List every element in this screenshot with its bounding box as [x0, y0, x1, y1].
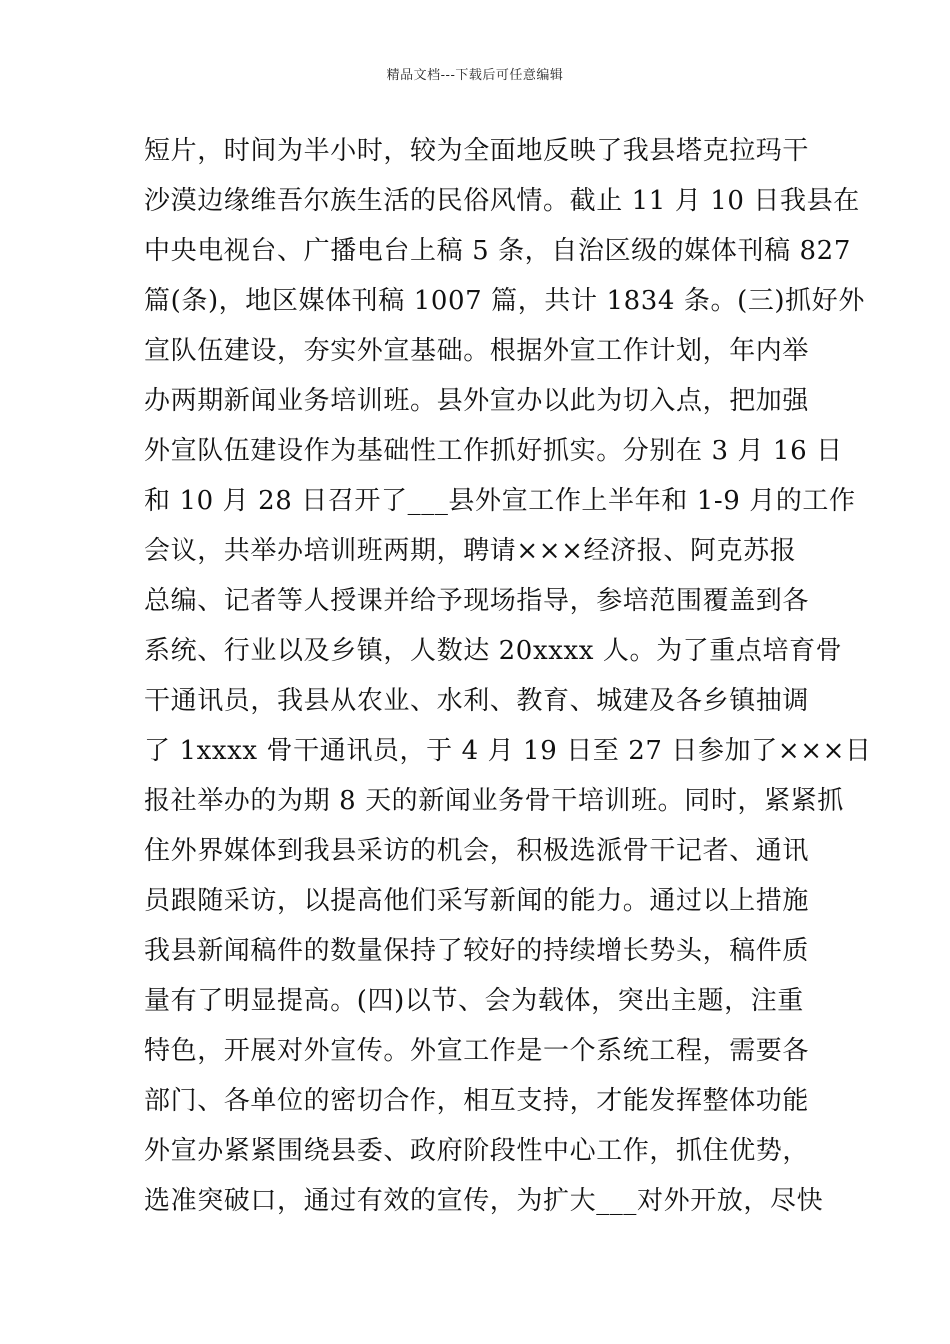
text-line: 办两期新闻业务培训班。县外宣办以此为切入点，把加强	[144, 386, 810, 416]
text-line: 篇(条)，地区媒体刊稿 1007 篇，共计 1834 条。(三)抓好外	[144, 286, 865, 316]
text-line: 沙漠边缘维吾尔族生活的民俗风情。截止 11 月 10 日我县在	[144, 186, 860, 216]
body-paragraph	[144, 126, 872, 1226]
text-line: 中央电视台、广播电台上稿 5 条，自治区级的媒体刊稿 827	[144, 236, 851, 266]
text-line: 报社举办的为期 8 天的新闻业务骨干培训班。同时，紧紧抓	[144, 786, 844, 816]
text-line: 会议，共举办培训班两期，聘请×××经济报、阿克苏报	[144, 536, 797, 566]
text-line: 外宣办紧紧围绕县委、政府阶段性中心工作，抓住优势，	[144, 1136, 810, 1166]
text-line: 短片，时间为半小时，较为全面地反映了我县塔克拉玛干	[144, 136, 810, 166]
text-line: 选准突破口，通过有效的宣传，为扩大___对外开放，尽快	[144, 1186, 824, 1216]
text-line: 我县新闻稿件的数量保持了较好的持续增长势头，稿件质	[144, 936, 810, 966]
text-line: 住外界媒体到我县采访的机会，积极选派骨干记者、通讯	[144, 836, 810, 866]
text-line: 部门、各单位的密切合作，相互支持，才能发挥整体功能	[144, 1086, 810, 1116]
text-line: 干通讯员，我县从农业、水利、教育、城建及各乡镇抽调	[144, 686, 810, 716]
text-line: 和 10 月 28 日召开了___县外宣工作上半年和 1-9 月的工作	[144, 486, 856, 516]
text-line: 特色，开展对外宣传。外宣工作是一个系统工程，需要各	[144, 1036, 810, 1066]
text-line: 总编、记者等人授课并给予现场指导，参培范围覆盖到各	[144, 586, 810, 616]
text-line: 了 1xxxx 骨干通讯员，于 4 月 19 日至 27 日参加了×××日	[144, 736, 872, 766]
text-line: 量有了明显提高。(四)以节、会为载体，突出主题，注重	[144, 986, 804, 1016]
text-line: 宣队伍建设，夯实外宣基础。根据外宣工作计划，年内举	[144, 336, 810, 366]
text-line: 系统、行业以及乡镇，人数达 20xxxx 人。为了重点培育骨	[144, 636, 843, 666]
text-line: 外宣队伍建设作为基础性工作抓好抓实。分别在 3 月 16 日	[144, 436, 843, 466]
page-header: 精品文档---下载后可任意编辑	[386, 68, 564, 83]
text-line: 员跟随采访，以提高他们采写新闻的能力。通过以上措施	[144, 886, 810, 916]
